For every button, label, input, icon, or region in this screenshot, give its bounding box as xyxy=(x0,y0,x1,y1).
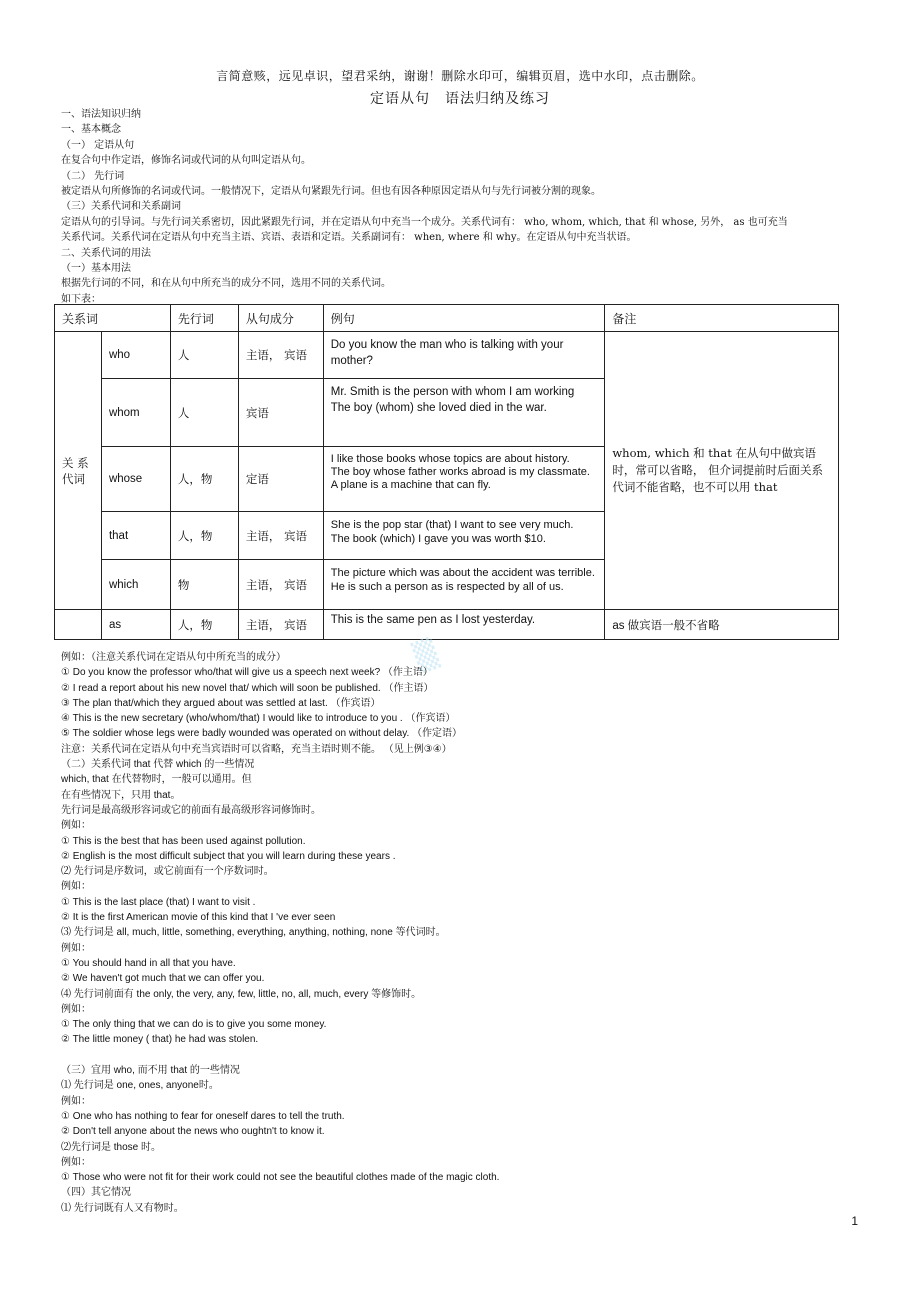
text-line: （三）关系代词和关系副词 xyxy=(61,201,181,213)
text-line: ⑴ 先行词既有人又有物时。 xyxy=(61,1202,184,1214)
intro-section xyxy=(61,107,861,307)
role-cell: 定语 xyxy=(238,447,323,512)
text-line: ② The little money ( that) he had was stolen. xyxy=(61,1034,259,1046)
text-line: ③ The plan that/which they argued about was settled at last. （作宾语） xyxy=(61,697,381,709)
text-line: 在有些情况下，只用 that。 xyxy=(61,789,181,801)
word-cell: as xyxy=(101,610,170,640)
role-cell: 宾语 xyxy=(238,379,323,447)
header-cell: 例句 xyxy=(323,305,605,332)
text-line: 例如： xyxy=(61,820,91,832)
group-label: 关 系 代词 xyxy=(55,332,102,610)
antecedent-cell: 人 xyxy=(170,332,238,379)
example-cell: Mr. Smith is the person with whom I am working The boy (whom) she loved died in the war. xyxy=(323,379,605,447)
text-line: 例如： xyxy=(61,881,91,893)
text-line: （三）宜用 who, 而不用 that 的一些情况 xyxy=(61,1065,240,1077)
text-line: ① The only thing that we can do is to give you some money. xyxy=(61,1019,327,1031)
role-cell: 主语， 宾语 xyxy=(238,560,323,610)
note-cell: whom, which 和 that 在从句中做宾语时，常可以省略， 但介词提前时后面关系代词不能省略，也不可以用 that xyxy=(605,332,839,610)
text-line: 例如： xyxy=(61,1156,91,1168)
text-line: ① This is the last place (that) I want to visit . xyxy=(61,896,256,908)
page-title: 定语从句 语法归纳及练习 xyxy=(370,91,550,107)
table-header-row xyxy=(55,305,839,332)
example-cell: This is the same pen as I lost yesterday. xyxy=(323,610,605,640)
header-cell: 先行词 xyxy=(170,305,238,332)
text-line: ④ This is the new secretary (who/whom/that) I would like to introduce to you . （作宾语） xyxy=(61,713,456,725)
text-line: 注意：关系代词在定语从句中充当宾语时可以省略，充当主语时则不能。 （见上例③④） xyxy=(61,743,452,755)
role-cell: 主语， 宾语 xyxy=(238,610,323,640)
header-cell: 从句成分 xyxy=(238,305,323,332)
text-line: 一、基本概念 xyxy=(61,124,121,136)
text-line: 二、关系代词的用法 xyxy=(61,247,151,259)
role-cell: 主语， 宾语 xyxy=(238,512,323,560)
antecedent-cell: 人 xyxy=(170,379,238,447)
note-as-cell: as 做宾语一般不省略 xyxy=(605,610,839,640)
text-line: 先行词是最高级形容词或它的前面有最高级形容词修饰时。 xyxy=(61,804,321,816)
page-number: 1 xyxy=(851,1214,858,1228)
text-line: ⑶ 先行词是 all, much, little, something, everything, anything, nothing, none 等代词时。 xyxy=(61,927,446,939)
watermark: ▒ xyxy=(410,636,442,675)
word-cell: whom xyxy=(101,379,170,447)
text-line: ② Don't tell anyone about the news who oughtn't to know it. xyxy=(61,1126,325,1138)
example-cell: I like those books whose topics are about history. The boy whose father works abroad is my classmate. A plane is a machine that can fly. xyxy=(323,447,605,512)
text-line: ② English is the most difficult subject that you will learn during these years . xyxy=(61,850,396,862)
text-line: （二） 先行词 xyxy=(61,170,125,182)
text-line: （一）基本用法 xyxy=(61,262,131,274)
text-line: 关系代词。关系代词在定语从句中充当主语、宾语、表语和定语。关系副词有： when, where 和 why。在定语从句中充当状语。 xyxy=(61,232,637,244)
text-line: ① One who has nothing to fear for oneself dares to tell the truth. xyxy=(61,1110,345,1122)
text-line: ⑷ 先行词前面有 the only, the very, any, few, little, no, all, much, every 等修饰时。 xyxy=(61,988,422,1000)
text-line: 如下表： xyxy=(61,293,101,305)
text-line xyxy=(61,1048,861,1063)
text-line: ⑤ The soldier whose legs were badly wounded was operated on without delay. （作定语） xyxy=(61,728,463,740)
text-line: ① Those who were not fit for their work could not see the beautiful clothes made of the magic cloth. xyxy=(61,1172,500,1184)
example-cell: Do you know the man who is talking with your mother? xyxy=(323,332,605,379)
header-notice: 言简意赅，远见卓识，望君采纳，谢谢！删除水印可，编辑页眉，选中水印，点击删除。 xyxy=(216,69,704,83)
examples-section xyxy=(61,650,861,1216)
role-cell: 主语， 宾语 xyxy=(238,332,323,379)
text-line: ⑵ 先行词是序数词，或它前面有一个序数词时。 xyxy=(61,866,274,878)
text-line: ① This is the best that has been used against pollution. xyxy=(61,835,306,847)
example-cell: The picture which was about the accident was terrible. He is such a person as is respected by all of us. xyxy=(323,560,605,610)
text-line: 例如： xyxy=(61,942,91,954)
antecedent-cell: 人，物 xyxy=(170,610,238,640)
text-line: 一、语法知识归纳 xyxy=(61,109,141,120)
word-cell: whose xyxy=(101,447,170,512)
word-cell: who xyxy=(101,332,170,379)
text-line: ② We haven't got much that we can offer you. xyxy=(61,973,265,985)
text-line: ① You should hand in all that you have. xyxy=(61,957,236,969)
example-cell: She is the pop star (that) I want to see very much. The book (which) I gave you was worth $10. xyxy=(323,512,605,560)
word-cell: which xyxy=(101,560,170,610)
text-line: 例如： xyxy=(61,1003,91,1015)
text-line: ② I read a report about his new novel that/ which will soon be published. （作主语） xyxy=(61,682,434,694)
text-line: ⑵先行词是 those 时。 xyxy=(61,1141,162,1153)
antecedent-cell: 物 xyxy=(170,560,238,610)
text-line: 被定语从句所修饰的名词或代词。一般情况下，定语从句紧跟先行词。但也有因各种原因定语从句与先行词被分割的现象。 xyxy=(61,185,601,197)
header-cell: 关系词 xyxy=(55,305,171,332)
antecedent-cell: 人，物 xyxy=(170,447,238,512)
word-cell: that xyxy=(101,512,170,560)
antecedent-cell: 人，物 xyxy=(170,512,238,560)
text-line: which, that 在代替物时，一般可以通用。但 xyxy=(61,774,252,786)
text-line: （二）关系代词 that 代替 which 的一些情况 xyxy=(61,759,255,771)
text-line: ① Do you know the professor who/that will give us a speech next week? （作主语） xyxy=(61,667,433,679)
table-row xyxy=(55,332,839,379)
relative-pronoun-table xyxy=(54,304,839,640)
header-cell: 备注 xyxy=(605,305,839,332)
text-line: （一） 定语从句 xyxy=(61,139,135,151)
text-line: 例如：（注意关系代词在定语从句中所充当的成分） xyxy=(61,652,286,663)
text-line: ⑴ 先行词是 one, ones, anyone时。 xyxy=(61,1080,219,1092)
text-line: 在复合句中作定语，修饰名词或代词的从句叫定语从句。 xyxy=(61,155,311,167)
text-line: 根据先行词的不同，和在从句中所充当的成分不同，选用不同的关系代词。 xyxy=(61,278,391,290)
text-line: 定语从句的引导词。与先行词关系密切，因此紧跟先行词，并在定语从句中充当一个成分。关系代词有： who, whom, which, that 和 whose, 另外， as 也可充当 xyxy=(61,216,788,228)
text-line: ② It is the first American movie of this kind that I 've ever seen xyxy=(61,912,336,924)
text-line: （四）其它情况 xyxy=(61,1187,131,1199)
text-line: 例如： xyxy=(61,1095,91,1107)
